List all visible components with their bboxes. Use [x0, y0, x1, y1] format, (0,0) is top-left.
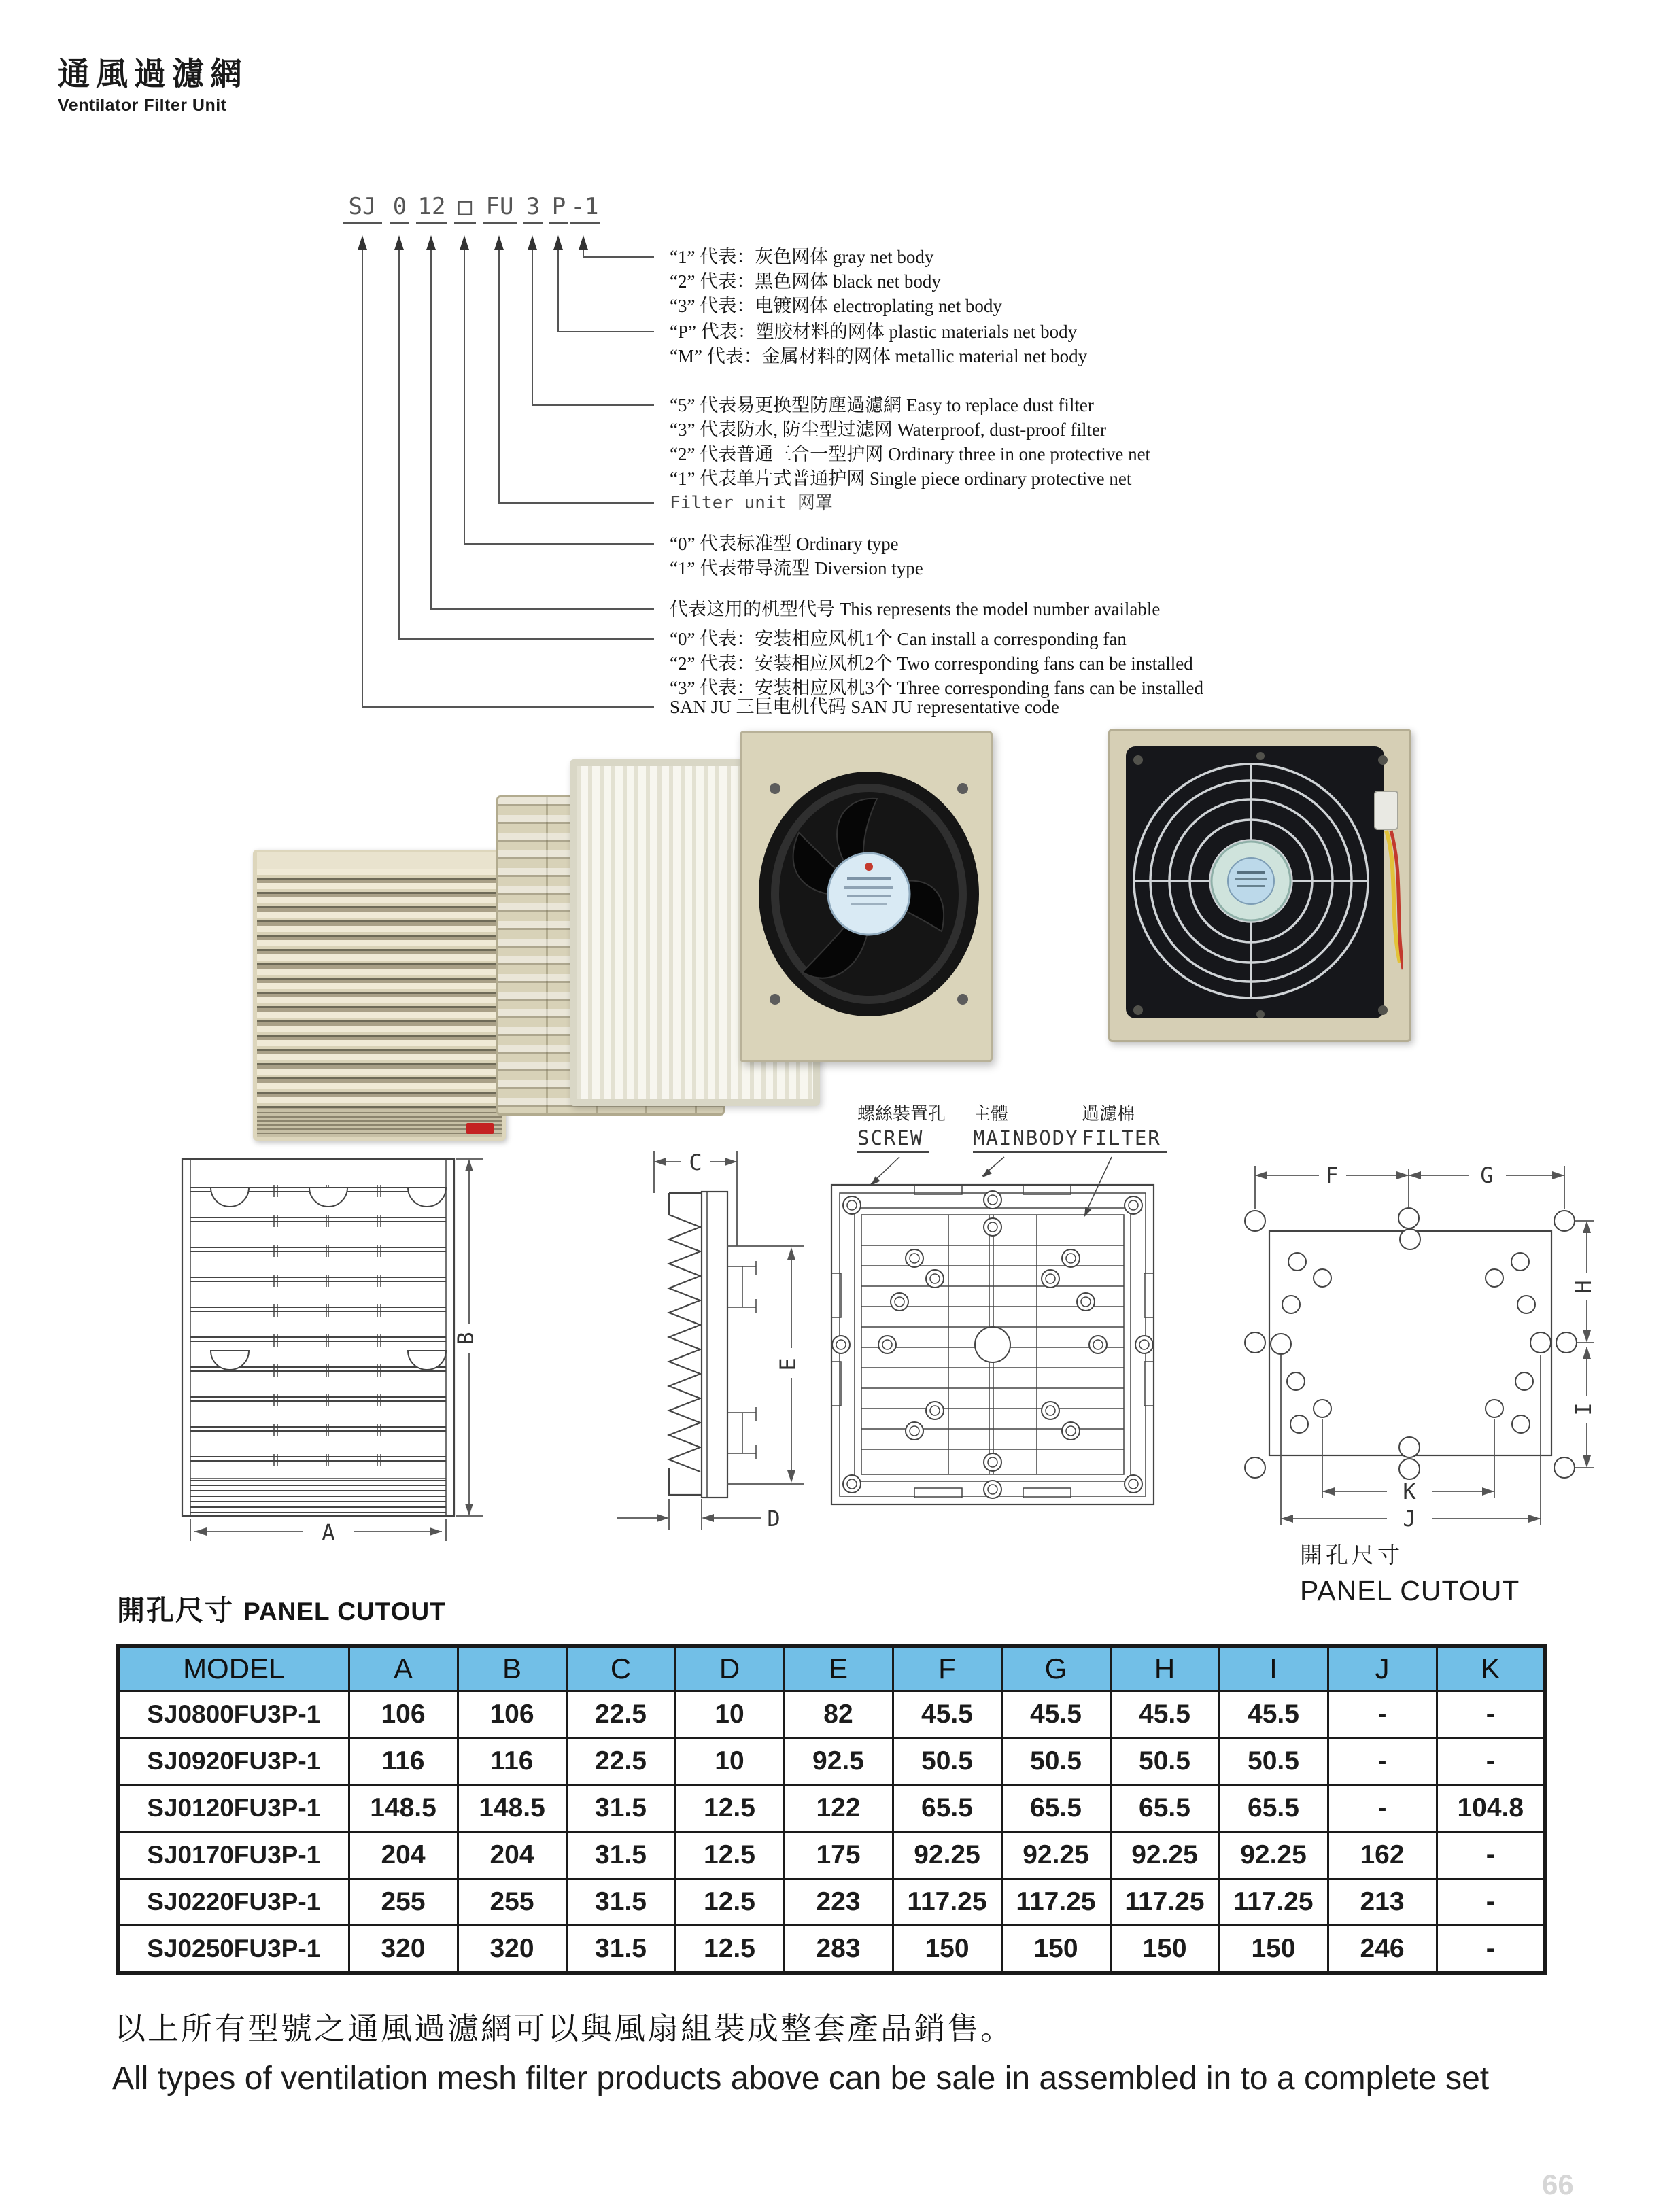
value-cell: 65.5: [893, 1785, 1001, 1832]
footer-note-zh: 以上所有型號之通風過濾網可以與風扇組裝成整套產品銷售。: [114, 2011, 1014, 2046]
value-cell: 148.5: [349, 1785, 458, 1832]
photo-louver-cover: [253, 850, 506, 1141]
value-cell: -: [1437, 1926, 1545, 1974]
value-cell: 204: [458, 1832, 566, 1879]
table-column-header: B: [458, 1646, 566, 1691]
legend-line: “P” 代表：塑胶材料的网体 plastic materials net body: [670, 322, 1078, 342]
legend-group-model-number: [670, 597, 1160, 621]
value-cell: 213: [1328, 1879, 1437, 1926]
model-code-segment: SJ: [343, 193, 382, 224]
value-cell: 12.5: [675, 1926, 784, 1974]
legend-line: Filter unit 网罩: [670, 493, 833, 513]
value-cell: 22.5: [566, 1738, 675, 1785]
value-cell: 117.25: [1001, 1879, 1110, 1926]
dim-label-B: B: [453, 1332, 479, 1345]
dim-label-J: J: [1403, 1506, 1416, 1532]
value-cell: 65.5: [1110, 1785, 1219, 1832]
label-screw-en: SCREW: [857, 1126, 929, 1153]
footer-note-en: All types of ventilation mesh filter products above can be sale in assembled in to a complete set: [112, 2060, 1490, 2096]
value-cell: 31.5: [566, 1926, 675, 1974]
value-cell: -: [1437, 1879, 1545, 1926]
legend-line: “2” 代表普通三合一型护网 Ordinary three in one protective net: [670, 444, 1151, 464]
dim-label-G: G: [1480, 1162, 1494, 1188]
dim-label-D: D: [767, 1506, 780, 1532]
value-cell: 148.5: [458, 1785, 566, 1832]
legend-line: “0” 代表标准型 Ordinary type: [670, 534, 899, 554]
model-code-segment: 12: [416, 193, 447, 224]
photo-fan-grille: [1108, 729, 1407, 1038]
table-caption-en: PANEL CUTOUT: [243, 1597, 446, 1625]
label-mainbody: [973, 1100, 1084, 1153]
table-row: [118, 1926, 1545, 1974]
table-column-header: K: [1437, 1646, 1545, 1691]
legend-group-fan-count: [670, 627, 1203, 700]
value-cell: 50.5: [1110, 1738, 1219, 1785]
legend-group-material: [670, 319, 1087, 368]
table-column-header: G: [1001, 1646, 1110, 1691]
value-cell: -: [1437, 1832, 1545, 1879]
legend-line: “1” 代表单片式普通护网 Single piece ordinary protective net: [670, 468, 1132, 489]
panel-cutout-table: [116, 1644, 1547, 1975]
table-column-header: A: [349, 1646, 458, 1691]
dim-label-F: F: [1325, 1162, 1339, 1188]
table-row: [118, 1785, 1545, 1832]
value-cell: -: [1437, 1691, 1545, 1738]
model-code-segment: 3: [523, 193, 543, 224]
legend-group-filter-type: [670, 393, 1150, 491]
model-cell: SJ0920FU3P-1: [118, 1738, 349, 1785]
legend-line: “3” 代表：安装相应风机3个 Three corresponding fans can be installed: [670, 678, 1204, 698]
value-cell: 45.5: [893, 1691, 1001, 1738]
label-mainbody-zh: 主體: [973, 1103, 1009, 1124]
value-cell: 45.5: [1001, 1691, 1110, 1738]
legend-group-netbody-color: [670, 245, 1002, 318]
table-column-header: F: [893, 1646, 1001, 1691]
legend-line: “M” 代表：金属材料的网体 metallic material net body: [670, 346, 1088, 366]
cutout-caption-zh: 開孔尺寸: [1300, 1542, 1403, 1568]
table-column-header: J: [1328, 1646, 1437, 1691]
table-column-header: C: [566, 1646, 675, 1691]
table-header-row: [118, 1646, 1545, 1691]
legend-line: “5” 代表易更换型防塵過濾網 Easy to replace dust filter: [670, 395, 1094, 415]
value-cell: 45.5: [1110, 1691, 1219, 1738]
grille-fan: [1118, 738, 1403, 1031]
value-cell: 92.25: [893, 1832, 1001, 1879]
value-cell: 122: [784, 1785, 893, 1832]
drawing-panel-cutout: [1217, 1125, 1598, 1540]
dim-label-C: C: [689, 1150, 702, 1175]
legend-line: “3” 代表防水, 防尘型过滤网 Waterproof, dust-proof filter: [670, 419, 1106, 440]
value-cell: 22.5: [566, 1691, 675, 1738]
table-row: [118, 1738, 1545, 1785]
model-code-segment: □: [454, 193, 476, 224]
photo-exploded-assembly: [496, 731, 990, 1132]
value-cell: 255: [458, 1879, 566, 1926]
value-cell: 106: [349, 1691, 458, 1738]
value-cell: 320: [349, 1926, 458, 1974]
label-screw-zh: 螺絲裝置孔: [857, 1103, 946, 1124]
value-cell: 50.5: [1001, 1738, 1110, 1785]
value-cell: 104.8: [1437, 1785, 1545, 1832]
value-cell: 31.5: [566, 1832, 675, 1879]
model-code-segment: P: [549, 193, 568, 224]
value-cell: 12.5: [675, 1785, 784, 1832]
legend-line: “2” 代表：安装相应风机2个 Two corresponding fans can be installed: [670, 653, 1193, 674]
value-cell: 150: [1001, 1926, 1110, 1974]
table-row: [118, 1879, 1545, 1926]
louver-top-cap: [257, 852, 502, 870]
value-cell: -: [1328, 1785, 1437, 1832]
model-code-segment: -1: [570, 193, 600, 224]
legend-group-filter-unit: [670, 491, 833, 515]
value-cell: 92.5: [784, 1738, 893, 1785]
value-cell: 92.25: [1219, 1832, 1328, 1879]
page-number: 66: [1542, 2168, 1574, 2200]
value-cell: -: [1328, 1738, 1437, 1785]
table-row: [118, 1691, 1545, 1738]
value-cell: 283: [784, 1926, 893, 1974]
value-cell: 50.5: [893, 1738, 1001, 1785]
value-cell: 223: [784, 1879, 893, 1926]
label-filter: [1082, 1100, 1167, 1153]
value-cell: 162: [1328, 1832, 1437, 1879]
legend-line: SAN JU 三巨电机代码 SAN JU representative code: [670, 697, 1059, 717]
table-column-header: I: [1219, 1646, 1328, 1691]
dim-label-E: E: [775, 1358, 801, 1371]
louver-bottom-strip: [257, 1109, 502, 1137]
value-cell: 65.5: [1219, 1785, 1328, 1832]
drawing-front-view: [175, 1152, 488, 1543]
brand-label: [466, 1123, 494, 1134]
model-cell: SJ0800FU3P-1: [118, 1691, 349, 1738]
legend-group-brand: [670, 695, 1059, 719]
legend-line: “0” 代表：安装相应风机1个 Can install a corresponding fan: [670, 629, 1127, 649]
dim-label-H: H: [1570, 1280, 1596, 1294]
cutout-caption: [1300, 1538, 1520, 1607]
value-cell: 175: [784, 1832, 893, 1879]
legend-group-standard-type: [670, 532, 923, 581]
value-cell: 116: [458, 1738, 566, 1785]
model-cell: SJ0250FU3P-1: [118, 1926, 349, 1974]
value-cell: 65.5: [1001, 1785, 1110, 1832]
table-column-header: E: [784, 1646, 893, 1691]
dim-label-A: A: [322, 1519, 335, 1543]
page-title: 通風過濾網: [58, 56, 248, 92]
value-cell: 10: [675, 1738, 784, 1785]
model-cell: SJ0170FU3P-1: [118, 1832, 349, 1879]
table-row: [118, 1832, 1545, 1879]
model-code-segment: 0: [390, 193, 409, 224]
value-cell: 10: [675, 1691, 784, 1738]
value-cell: 12.5: [675, 1879, 784, 1926]
page-header: [58, 49, 248, 116]
drawing-back-view: [819, 1100, 1166, 1540]
cutout-caption-en: PANEL CUTOUT: [1300, 1575, 1520, 1606]
legend-line: “3” 代表：电镀网体 electroplating net body: [670, 296, 1002, 316]
value-cell: 116: [349, 1738, 458, 1785]
value-cell: 117.25: [1110, 1879, 1219, 1926]
value-cell: -: [1328, 1691, 1437, 1738]
page-subtitle: Ventilator Filter Unit: [58, 96, 227, 115]
value-cell: 31.5: [566, 1785, 675, 1832]
table-column-header: H: [1110, 1646, 1219, 1691]
value-cell: 31.5: [566, 1879, 675, 1926]
legend-line: “1” 代表带导流型 Diversion type: [670, 558, 923, 578]
value-cell: 150: [1110, 1926, 1219, 1974]
model-cell: SJ0120FU3P-1: [118, 1785, 349, 1832]
drawing-side-view: [598, 1111, 823, 1540]
value-cell: 246: [1328, 1926, 1437, 1974]
label-screw: [857, 1100, 946, 1153]
value-cell: 92.25: [1110, 1832, 1219, 1879]
table-column-header: D: [675, 1646, 784, 1691]
table-column-header: MODEL: [118, 1646, 349, 1691]
value-cell: 50.5: [1219, 1738, 1328, 1785]
model-code-segment: FU: [483, 193, 517, 224]
value-cell: 150: [1219, 1926, 1328, 1974]
value-cell: -: [1437, 1738, 1545, 1785]
value-cell: 92.25: [1001, 1832, 1110, 1879]
value-cell: 320: [458, 1926, 566, 1974]
value-cell: 106: [458, 1691, 566, 1738]
value-cell: 117.25: [893, 1879, 1001, 1926]
value-cell: 255: [349, 1879, 458, 1926]
table-caption: [117, 1588, 446, 1628]
label-mainbody-en: MAINBODY: [973, 1126, 1084, 1153]
value-cell: 150: [893, 1926, 1001, 1974]
legend-line: 代表这用的机型代号 This represents the model number available: [670, 599, 1161, 619]
dim-label-K: K: [1403, 1479, 1416, 1504]
legend-line: “2” 代表：黑色网体 black net body: [670, 271, 941, 292]
value-cell: 45.5: [1219, 1691, 1328, 1738]
label-filter-en: FILTER: [1082, 1126, 1167, 1153]
louver-slats: [257, 869, 502, 1109]
dim-label-I: I: [1570, 1402, 1596, 1416]
value-cell: 204: [349, 1832, 458, 1879]
louver-frame: [253, 850, 506, 1141]
model-cell: SJ0220FU3P-1: [118, 1879, 349, 1926]
label-filter-zh: 過濾棉: [1082, 1103, 1135, 1124]
table-caption-zh: 開孔尺寸: [117, 1595, 234, 1626]
value-cell: 82: [784, 1691, 893, 1738]
assembly-fan: [755, 768, 986, 1020]
value-cell: 117.25: [1219, 1879, 1328, 1926]
legend-line: “1” 代表：灰色网体 gray net body: [670, 247, 934, 267]
value-cell: 12.5: [675, 1832, 784, 1879]
